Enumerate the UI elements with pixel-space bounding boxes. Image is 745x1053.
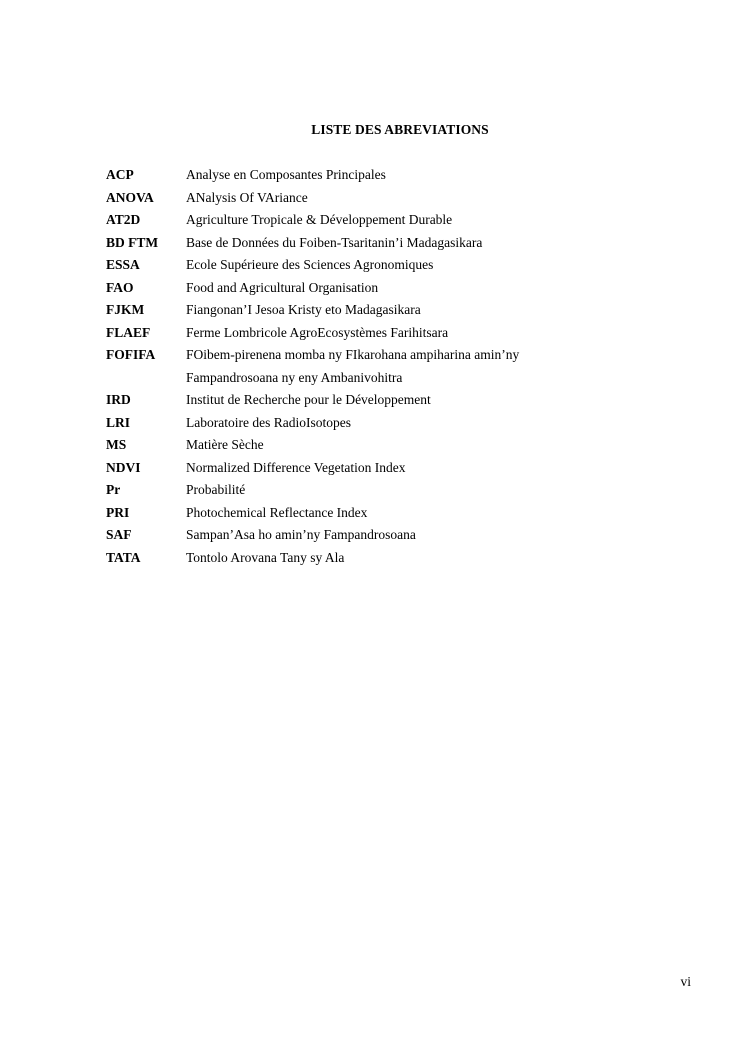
page-number: vi: [680, 974, 691, 989]
abbreviation-code: ACP: [106, 167, 134, 182]
abbreviation-code: ESSA: [106, 257, 140, 272]
abbreviation-definition: Food and Agricultural Organisation: [186, 279, 379, 295]
abbreviation-row: [106, 547, 666, 570]
abbreviation-code: FLAEF: [106, 324, 151, 340]
abbreviation-row: [106, 164, 666, 187]
abbreviation-row: [106, 502, 666, 525]
abbreviation-definition: Fiangonan’I Jesoa Kristy eto Madagasikara: [186, 302, 421, 317]
abbreviation-code: PRI: [106, 504, 130, 520]
abbreviation-row: [106, 389, 666, 412]
abbreviation-row: [106, 524, 666, 547]
abbreviation-definition: Photochemical Reflectance Index: [186, 504, 368, 520]
abbreviation-definition: Matière Sèche: [186, 437, 264, 452]
abbreviation-code: LRI: [106, 414, 131, 430]
abbreviation-code: TATA: [106, 549, 141, 565]
abbreviation-definition: Agriculture Tropicale & Développement Durable: [186, 212, 453, 227]
abbreviation-code: FJKM: [106, 302, 145, 317]
abbreviation-definition: Base de Données du Foiben-Tsaritanin’i Madagasikara: [186, 234, 483, 250]
abbreviation-row: [106, 232, 666, 255]
abbreviation-row: [106, 277, 666, 300]
abbreviation-row: [106, 367, 666, 390]
abbreviation-code: AT2D: [106, 212, 141, 227]
abbreviation-row: [106, 457, 666, 480]
page-title: LISTE DES ABREVIATIONS: [311, 122, 489, 137]
abbreviation-definition: Tontolo Arovana Tany sy Ala: [186, 549, 345, 565]
abbreviation-definition: Sampan’Asa ho amin’ny Fampandrosoana: [186, 527, 416, 542]
abbreviation-code: NDVI: [106, 459, 141, 475]
abbreviation-row: [106, 254, 666, 277]
abbreviation-row: [106, 322, 666, 345]
abbreviation-code: MS: [106, 437, 127, 452]
abbreviation-definition: Institut de Recherche pour le Développement: [186, 392, 431, 407]
abbreviation-list: [106, 164, 666, 569]
abbreviation-code: BD FTM: [106, 234, 159, 250]
abbreviation-definition: Ferme Lombricole AgroEcosystèmes Farihitsara: [186, 324, 449, 340]
abbreviation-definition: Ecole Supérieure des Sciences Agronomiques: [186, 257, 434, 272]
abbreviation-row: [106, 412, 666, 435]
abbreviation-definition: Laboratoire des RadioIsotopes: [186, 414, 351, 430]
abbreviation-row: [106, 187, 666, 210]
abbreviation-row: [106, 344, 666, 367]
abbreviation-row: [106, 299, 666, 322]
abbreviation-row: [106, 434, 666, 457]
abbreviation-definition: Analyse en Composantes Principales: [186, 167, 386, 182]
abbreviation-definition: Fampandrosoana ny eny Ambanivohitra: [186, 369, 403, 385]
abbreviation-row: [106, 209, 666, 232]
abbreviation-code: Pr: [106, 482, 121, 497]
abbreviation-definition: ANalysis Of VAriance: [186, 189, 308, 205]
abbreviation-definition: Probabilité: [186, 482, 246, 497]
abbreviation-code: IRD: [106, 392, 131, 407]
abbreviation-code: FAO: [106, 279, 134, 295]
abbreviation-code: ANOVA: [106, 189, 154, 205]
abbreviation-row: [106, 479, 666, 502]
abbreviation-definition: Normalized Difference Vegetation Index: [186, 459, 406, 475]
abbreviation-definition: FOibem-pirenena momba ny FIkarohana ampiharina amin’ny: [186, 347, 520, 362]
abbreviation-code: SAF: [106, 527, 132, 542]
abbreviation-code: FOFIFA: [106, 347, 156, 362]
